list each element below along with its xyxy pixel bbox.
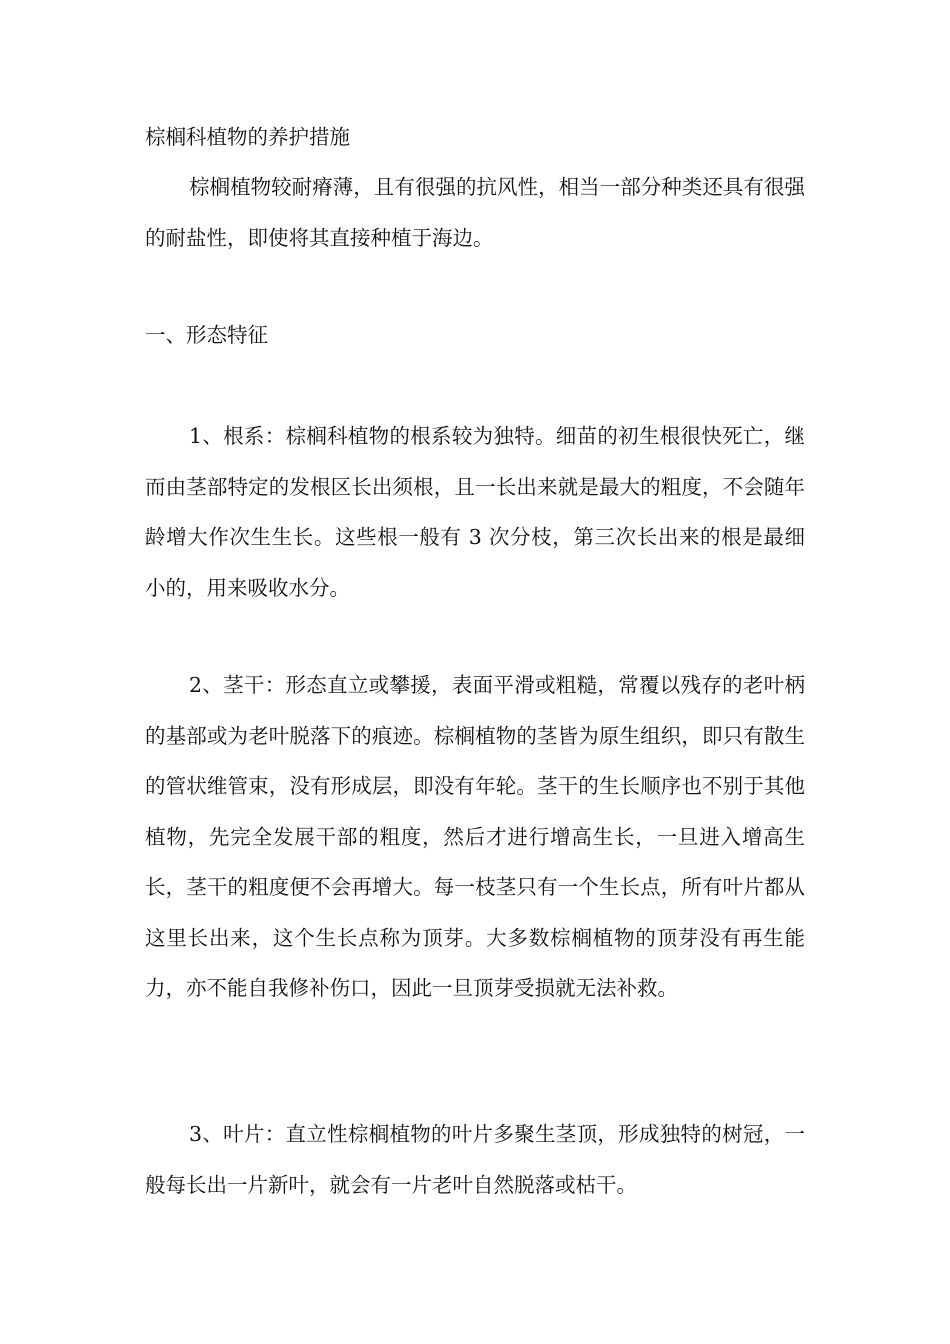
section-heading: 一、形态特征	[145, 323, 268, 347]
root-paragraph: 1、根系：棕榈科植物的根系较为独特。细苗的初生根很快死亡，继而由茎部特定的发根区长出须根，且一长出来就是最大的粗度，不会随年龄增大作次生生长。这些根一般有 3 次分枝，第三次长出来的根是最细小的，用来吸收水分。	[145, 424, 805, 600]
stem-paragraph: 2、茎干：形态直立或攀援，表面平滑或粗糙，常覆以残存的老叶柄的基部或为老叶脱落下的痕迹。棕榈植物的茎皆为原生组织，即只有散生的管状维管束，没有形成层，即没有年轮。茎干的生长顺序也不别于其他植物，先完全发展干部的粗度，然后才进行增高生长，一旦进入增高生长，茎干的粗度便不会再增大。每一枝茎只有一个生长点，所有叶片都从这里长出来，这个生长点称为顶芽。大多数棕榈植物的顶芽没有再生能力，亦不能自我修补伤口，因此一旦顶芽受损就无法补救。	[145, 673, 805, 1000]
intro-paragraph: 棕榈植物较耐瘠薄，且有很强的抗风性，相当一部分种类还具有很强的耐盐性，即使将其直接种植于海边。	[145, 175, 805, 250]
document-title: 棕榈科植物的养护措施	[145, 125, 350, 149]
leaf-paragraph: 3、叶片：直立性棕榈植物的叶片多聚生茎顶，形成独特的树冠，一般每长出一片新叶，就会有一片老叶自然脱落或枯干。	[145, 1122, 805, 1197]
